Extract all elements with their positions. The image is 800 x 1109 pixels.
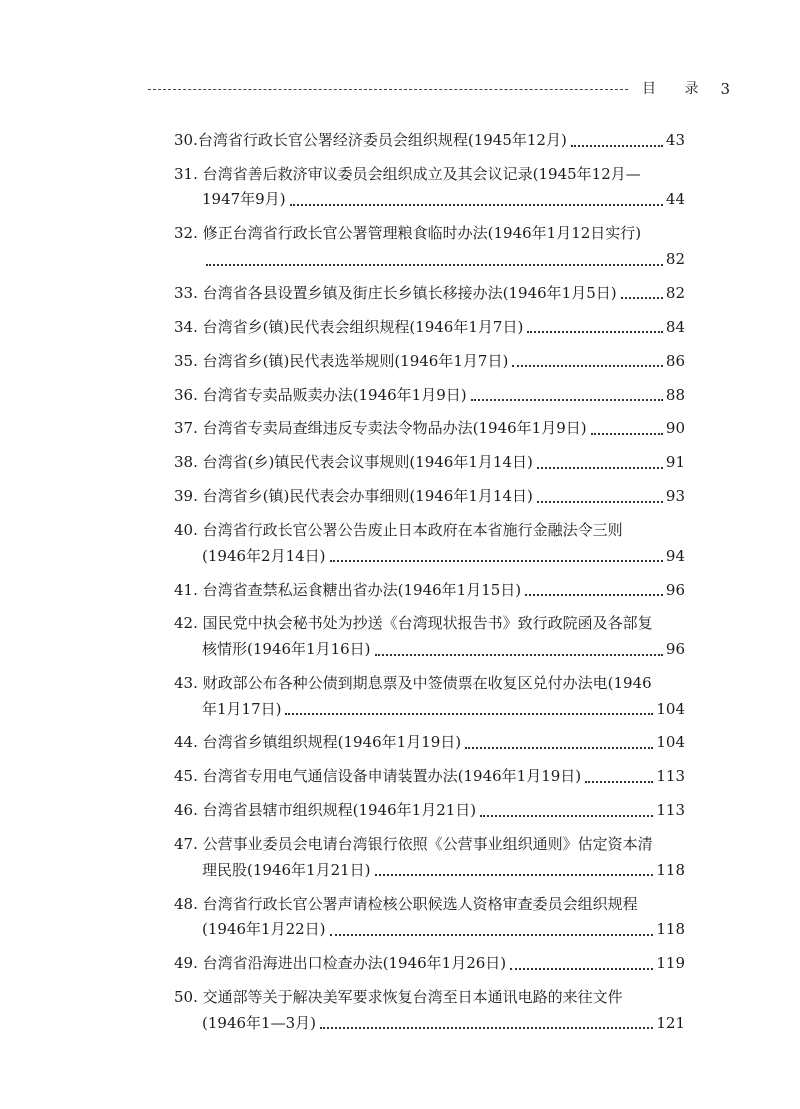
toc-entry-line [174, 544, 685, 570]
toc-entry[interactable] [174, 951, 685, 977]
toc-entry-line [174, 697, 685, 723]
toc-page-number: 84 [665, 317, 685, 336]
entry-spacer [174, 154, 685, 162]
toc-entry-line [174, 832, 685, 858]
toc-entry-title: 37. 台湾省专卖局查缉违反专卖法令物品办法(1946年1月9日) [174, 419, 587, 438]
toc-entry-line [174, 858, 685, 884]
dot-leader [285, 713, 653, 715]
toc-page-number: 90 [665, 419, 685, 438]
toc-entry-title: 47. 公营事业委员会电请台湾银行依照《公营事业组织通则》估定资本清 [174, 835, 653, 854]
toc-entry-title: 49. 台湾省沿海进出口检查办法(1946年1月26日) [174, 954, 507, 973]
dot-leader [621, 297, 663, 299]
toc-entry-line [174, 951, 685, 977]
toc-entry[interactable] [174, 798, 685, 824]
entry-spacer [174, 408, 685, 416]
toc-entry-line [174, 221, 685, 247]
toc-entry[interactable] [174, 671, 685, 722]
toc-entry[interactable] [174, 383, 685, 409]
toc-page-number: 82 [665, 283, 685, 302]
toc-entry-line [174, 315, 685, 341]
toc-page-number: 82 [665, 249, 685, 268]
entry-spacer [174, 374, 685, 382]
toc-entry-line [174, 798, 685, 824]
header-page-number: 3 [720, 80, 730, 98]
entry-spacer [174, 977, 685, 985]
toc-entry-line [174, 764, 685, 790]
entry-spacer [174, 663, 685, 671]
toc-page-number: 119 [656, 954, 685, 973]
toc-entry[interactable] [174, 416, 685, 442]
entry-spacer [174, 790, 685, 798]
dot-leader [375, 654, 663, 656]
header-dashed-rule [148, 89, 628, 90]
toc-entry-title: 44. 台湾省乡镇组织规程(1946年1月19日) [174, 733, 462, 752]
toc-entry-title: 46. 台湾省县辖市组织规程(1946年1月21日) [174, 801, 477, 820]
dot-leader [525, 594, 663, 596]
toc-entry-title: 45. 台湾省专用电气通信设备申请装置办法(1946年1月19日) [174, 767, 582, 786]
toc-entry[interactable] [174, 128, 685, 154]
toc-entry-title: 33. 台湾省各县设置乡镇及街庄长乡镇长移接办法(1946年1月5日) [174, 283, 617, 302]
toc-entry-title: 39. 台湾省乡(镇)民代表会办事细则(1946年1月14日) [174, 487, 533, 506]
toc-entry-line [174, 484, 685, 510]
toc-entry-title: 核情形(1946年1月16日) [202, 640, 371, 659]
toc-entry-line [174, 917, 685, 943]
dot-leader [290, 204, 663, 206]
dot-leader [512, 365, 663, 367]
toc-entry[interactable] [174, 281, 685, 307]
dot-leader [527, 331, 663, 333]
toc-entry-line [174, 671, 685, 697]
toc-entry[interactable] [174, 349, 685, 375]
toc-page-number: 93 [665, 487, 685, 506]
toc-entry-line [174, 281, 685, 307]
entry-spacer [174, 569, 685, 577]
dot-leader [330, 934, 654, 936]
dot-leader [537, 501, 663, 503]
dot-leader [465, 747, 653, 749]
entry-spacer [174, 824, 685, 832]
dot-leader [320, 1027, 653, 1029]
toc-entry-line [174, 892, 685, 918]
toc-entry[interactable] [174, 450, 685, 476]
toc-page-number: 91 [665, 453, 685, 472]
toc-entry-line [174, 450, 685, 476]
dot-leader [510, 968, 653, 970]
table-of-contents [174, 128, 685, 1036]
toc-page-number: 96 [665, 580, 685, 599]
toc-entry[interactable] [174, 221, 685, 272]
entry-spacer [174, 476, 685, 484]
toc-entry-line [174, 518, 685, 544]
toc-entry[interactable] [174, 832, 685, 883]
toc-entry-line [174, 985, 685, 1011]
entry-spacer [174, 442, 685, 450]
dot-leader [375, 874, 654, 876]
toc-entry-title: 理民股(1946年1月21日) [202, 860, 371, 879]
toc-entry-line [174, 1011, 685, 1037]
entry-spacer [174, 883, 685, 891]
toc-entry-title: (1946年2月14日) [202, 546, 326, 565]
toc-entry-title: 35. 台湾省乡(镇)民代表选举规则(1946年1月7日) [174, 351, 509, 370]
entry-spacer [174, 213, 685, 221]
toc-entry[interactable] [174, 518, 685, 569]
toc-entry-title: 40. 台湾省行政长官公署公告废止日本政府在本省施行金融法令三则 [174, 521, 623, 540]
toc-entry-line [174, 128, 685, 154]
entry-spacer [174, 340, 685, 348]
toc-page-number: 118 [656, 860, 685, 879]
dot-leader [571, 145, 663, 147]
toc-entry[interactable] [174, 484, 685, 510]
toc-entry-title: 31. 台湾省善后救济审议委员会组织成立及其会议记录(1945年12月— [174, 164, 641, 183]
entry-spacer [174, 943, 685, 951]
dot-leader [480, 815, 653, 817]
toc-entry-line [174, 187, 685, 213]
header-title: 目 录 [642, 81, 711, 97]
toc-entry[interactable] [174, 764, 685, 790]
toc-entry-title: 30.台湾省行政长官公署经济委员会组织规程(1945年12月) [174, 131, 567, 149]
toc-entry-line [174, 611, 685, 637]
dot-leader [537, 467, 663, 469]
toc-page-number: 44 [665, 190, 685, 209]
entry-spacer [174, 722, 685, 730]
toc-page-number: 88 [665, 385, 685, 404]
toc-page-number: 121 [656, 1013, 685, 1032]
dot-leader [206, 264, 663, 266]
toc-entry-line [174, 416, 685, 442]
toc-entry-line [174, 730, 685, 756]
toc-entry-line [174, 247, 685, 273]
toc-page-number: 43 [665, 131, 685, 149]
toc-entry-line [174, 383, 685, 409]
toc-entry-title: 38. 台湾省(乡)镇民代表会议事规则(1946年1月14日) [174, 453, 533, 472]
toc-page-number: 86 [665, 351, 685, 370]
toc-page-number: 104 [656, 733, 685, 752]
toc-entry-title: (1946年1月22日) [202, 920, 326, 939]
toc-entry-title: 42. 国民党中执会秘书处为抄送《台湾现状报告书》致行政院函及各部复 [174, 614, 653, 633]
toc-entry-title: 41. 台湾省查禁私运食糖出省办法(1946年1月15日) [174, 580, 522, 599]
dot-leader [330, 560, 663, 562]
toc-page-number: 94 [665, 546, 685, 565]
toc-entry[interactable] [174, 315, 685, 341]
toc-entry[interactable] [174, 611, 685, 662]
toc-entry-line [174, 349, 685, 375]
entry-spacer [174, 603, 685, 611]
toc-entry-line [174, 162, 685, 188]
toc-entry[interactable] [174, 892, 685, 943]
dot-leader [585, 781, 653, 783]
entry-spacer [174, 756, 685, 764]
toc-page-number: 113 [656, 801, 685, 820]
running-header [148, 78, 738, 100]
toc-entry-title: 34. 台湾省乡(镇)民代表会组织规程(1946年1月7日) [174, 317, 524, 336]
toc-entry[interactable] [174, 985, 685, 1036]
toc-page-number: 118 [656, 920, 685, 939]
toc-entry-title: 32. 修正台湾省行政长官公署管理粮食临时办法(1946年1月12日实行) [174, 224, 642, 243]
toc-entry-title: (1946年1—3月) [202, 1013, 316, 1032]
toc-page-number: 113 [656, 767, 685, 786]
toc-entry[interactable] [174, 730, 685, 756]
dot-leader [591, 433, 663, 435]
toc-entry-title: 50. 交通部等关于解决美军要求恢复台湾至日本通讯电路的来往文件 [174, 987, 623, 1006]
entry-spacer [174, 273, 685, 281]
toc-entry-title: 48. 台湾省行政长官公署声请检核公职候选人资格审查委员会组织规程 [174, 894, 638, 913]
toc-entry-line [174, 578, 685, 604]
toc-page-number: 96 [665, 640, 685, 659]
toc-entry-title: 36. 台湾省专卖品贩卖办法(1946年1月9日) [174, 385, 467, 404]
entry-spacer [174, 306, 685, 314]
toc-entry-title: 1947年9月) [202, 190, 286, 209]
toc-page-number: 104 [656, 699, 685, 718]
toc-entry[interactable] [174, 578, 685, 604]
toc-entry-title: 43. 财政部公布各种公债到期息票及中签债票在收复区兑付办法电(1946 [174, 673, 652, 692]
toc-entry-line [174, 637, 685, 663]
toc-entry[interactable] [174, 162, 685, 213]
entry-spacer [174, 510, 685, 518]
toc-entry-title: 年1月17日) [202, 699, 282, 718]
dot-leader [471, 399, 663, 401]
